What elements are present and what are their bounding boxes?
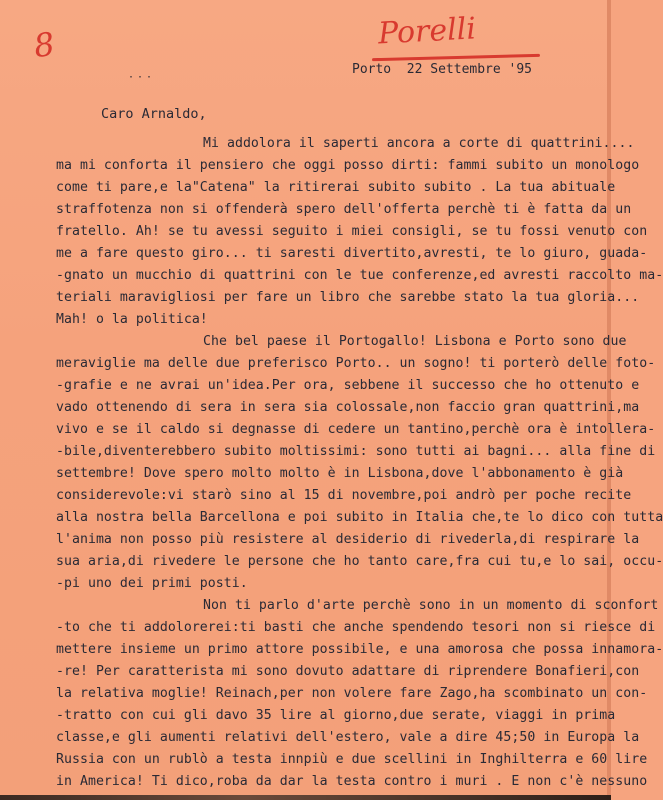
body-line: vivo e se il caldo si degnasse di cedere un tantino,perchè ora è intollera- (56, 422, 656, 437)
body-line: classe,e gli aumenti relativi dell'estero, vale a dire 45;50 in Europa la (56, 730, 640, 745)
red-pencil-signature: Porelli (377, 11, 477, 52)
body-line: in America! Ti dico,roba da dar la testa contro i muri . E non c'è nessuno (56, 774, 648, 789)
body-line: straffotenza non si offenderà spero dell'offerta perchè ti è fatta da un (56, 202, 632, 217)
body-line: settembre! Dove spero molto molto è in Lisbona,dove l'abbonamento è già (56, 466, 624, 481)
body-line: Non ti parlo d'arte perchè sono in un momento di sconfort (203, 598, 659, 613)
body-line: vado ottenendo di sera in sera sia colossale,non faccio gran quattrini,ma (56, 400, 640, 415)
signature-underline (372, 54, 540, 61)
body-line: -gnato un mucchio di quattrini con le tue conferenze,ed avresti raccolto ma- (56, 268, 663, 283)
body-line: -tratto con cui gli davo 35 lire al giorno,due serate, viaggi in prima (56, 708, 616, 723)
body-line: Mah! o la politica! (56, 312, 208, 327)
body-line: -grafie e ne avrai un'idea.Per ora, sebbene il successo che ho ottenuto e (56, 378, 640, 393)
body-line: alla nostra bella Barcellona e poi subito in Italia che,te lo dico con tutta (56, 510, 663, 525)
body-line: mettere insieme un primo attore possibile, e una amorosa che possa innamora- (56, 642, 663, 657)
body-line: -bile,diventerebbero subito moltissimi: sono tutti ai bagni... alla fine di (56, 444, 656, 459)
body-line: me a fare questo giro... ti saresti divertito,avresti, te lo giuro, guada- (56, 246, 648, 261)
body-line: sua aria,di rivedere le persone che ho tanto care,fra cui tu,e lo sai, occu- (56, 554, 663, 569)
body-line: teriali maravigliosi per fare un libro che sarebbe stato la tua gloria... (56, 290, 640, 305)
typed-dots-mark: ··· (128, 72, 156, 83)
dateline: Porto 22 Settembre '95 (352, 62, 533, 77)
body-line: fratello. Ah! se tu avessi seguito i miei consigli, se tu fossi venuto con (56, 224, 648, 239)
body-line: meraviglie ma delle due preferisco Porto.. un sogno! ti porterò delle foto- (56, 356, 656, 371)
body-line: considerevole:vi starò sino al 15 di novembre,poi andrò per poche recite (56, 488, 632, 503)
body-line: l'anima non posso più resistere al desiderio di rivederla,di respirare la (56, 532, 640, 547)
body-line: -to che ti addolorerei:ti basti che anche spendendo tesori non si riesce di (56, 620, 656, 635)
salutation: Caro Arnaldo, (101, 106, 207, 122)
body-line: -pi uno dei primi posti. (56, 576, 248, 591)
body-line: come ti pare,e la"Catena" la ritirerai subito subito . La tua abituale (56, 180, 616, 195)
folio-number: 8 (31, 24, 57, 66)
body-line: -re! Per caratterista mi sono dovuto adattare di riprendere Bonafieri,con (56, 664, 640, 679)
body-line: ma mi conforta il pensiero che oggi posso dirti: fammi subito un monologo (56, 158, 640, 173)
paper-edge-bottom (0, 795, 611, 800)
body-line: Mi addolora il saperti ancora a corte di quattrini.... (203, 136, 635, 151)
body-line: Che bel paese il Portogallo! Lisbona e Porto sono due (203, 334, 627, 349)
body-line: Russia con un rublò a testa innpiù e due scellini in Inghilterra e 60 lire (56, 752, 648, 767)
body-line: la relativa moglie! Reinach,per non volere fare Zago,ha scombinato un con- (56, 686, 648, 701)
